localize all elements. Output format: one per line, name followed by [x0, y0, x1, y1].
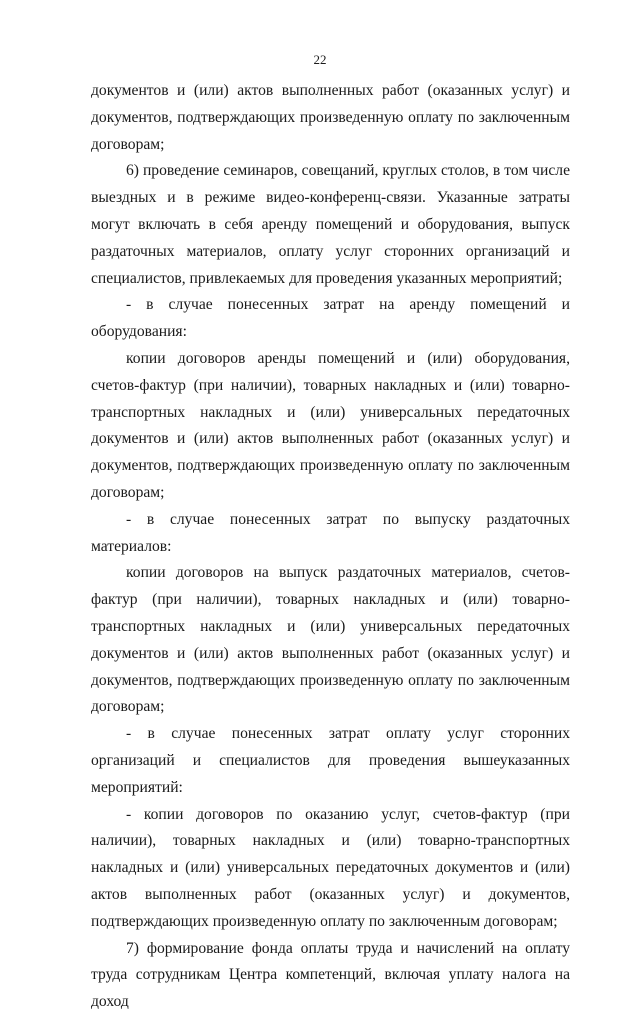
paragraph-5: - в случае понесенных затрат по выпуску раздаточных материалов: — [91, 510, 570, 555]
paragraph-6: копии договоров на выпуск раздаточных материалов, счетов-фактур (при наличии), товарных накладных и (или) товарно-транспортных накладных и (или) универсальных передаточных документов и (или) актов выполненных работ (оказанных услуг) и документов, подтверждающих произведенную оплату по заключенным договорам; — [91, 564, 570, 716]
paragraph-9: 7) формирование фонда оплаты труда и начислений на оплату труда сотрудникам Центра компетенций, включая уплату налога на доход — [91, 939, 570, 1011]
page-number: 22 — [313, 52, 327, 67]
paragraph-7: - в случае понесенных затрат оплату услуг сторонних организаций и специалистов для проведения вышеуказанных мероприятий: — [91, 725, 570, 796]
paragraph-8: - копии договоров по оказанию услуг, счетов-фактур (при наличии), товарных накладных и (или) товарно-транспортных накладных и (или) универсальных передаточных документов и (или) актов выполненных работ (оказанных услуг) и документов, подтверждающих произведенную оплату по заключенным договорам; — [91, 805, 570, 930]
paragraph-2: 6) проведение семинаров, совещаний, круглых столов, в том числе выездных и в режиме видео-конференц-связи. Указанные затраты могут включать в себя аренду помещений и оборудования, выпуск раздаточных материалов, оплату услуг сторонних организаций и специалистов, привлекаемых для проведения указанных мероприятий; — [91, 162, 570, 287]
document-body — [91, 78, 570, 1016]
paragraph-3: - в случае понесенных затрат на аренду помещений и оборудования: — [91, 296, 570, 341]
paragraph-4: копии договоров аренды помещений и (или) оборудования, счетов-фактур (при наличии), товарных накладных и (или) товарно-транспортных накладных и (или) универсальных передаточных документов и (или) актов выполненных работ (оказанных услуг) и документов, подтверждающих произведенную оплату по заключенным договорам; — [91, 349, 570, 501]
paragraph-1: документов и (или) актов выполненных работ (оказанных услуг) и документов, подтверждающих произведенную оплату по заключенным договорам; — [91, 82, 570, 153]
